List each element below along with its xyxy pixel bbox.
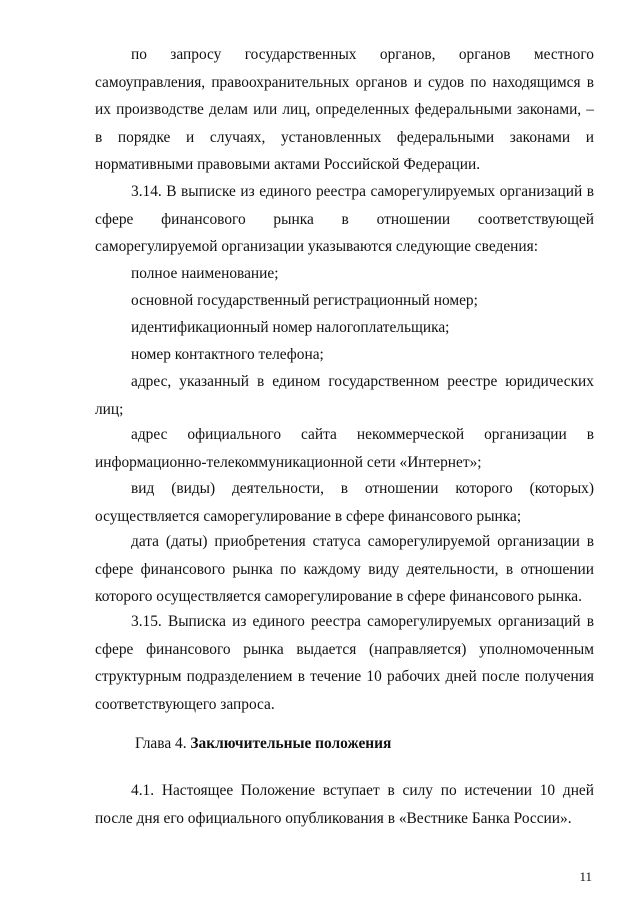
paragraph-3-14: 3.14. В выписке из единого реестра саморегулируемых организаций в сфере финансового рынка в отношении соответствующей саморегулируемой организации указываются следующие сведения: — [95, 183, 594, 255]
chapter-heading — [135, 733, 391, 755]
paragraph-request-clause: по запросу государственных органов, органов местного самоуправления, правоохранительных органов и судов по находящимся в их производстве делам или лиц, определенных федеральными законами, – в порядке и случаях, установленных федеральными законами и нормативными правовыми актами Российской Федерации. — [95, 46, 594, 173]
list-item-website: адрес официального сайта некоммерческой организации в информационно-телекоммуникационной сети «Интернет»; — [95, 426, 594, 471]
list-item-phone: номер контактного телефона; — [131, 346, 324, 363]
list-item-inn: идентификационный номер налогоплательщика; — [131, 319, 450, 336]
paragraph-4-1: 4.1. Настоящее Положение вступает в силу по истечении 10 дней после дня его официального опубликования в «Вестнике Банка России». — [95, 782, 594, 827]
chapter-title: Заключительные положения — [190, 735, 392, 752]
paragraph-3-15: 3.15. Выписка из единого реестра саморегулируемых организаций в сфере финансового рынка выдается (направляется) уполномоченным структурным подразделением в течение 10 рабочих дней после получения соответствующего запроса. — [95, 613, 594, 713]
list-item-ogrn: основной государственный регистрационный номер; — [131, 292, 478, 309]
list-item-activity-type: вид (виды) деятельности, в отношении которого (которых) осуществляется саморегулирование в сфере финансового рынка; — [95, 480, 594, 525]
page-number: 11 — [579, 869, 592, 884]
list-item-status-date: дата (даты) приобретения статуса саморегулируемой организации в сфере финансового рынка по каждому виду деятельности, в отношении которого осуществляется саморегулирование в сфере финансового рынка. — [95, 533, 594, 605]
chapter-prefix: Глава 4. — [135, 735, 187, 752]
list-item-full-name: полное наименование; — [131, 265, 279, 282]
list-item-address: адрес, указанный в едином государственном реестре юридических лиц; — [95, 373, 594, 418]
